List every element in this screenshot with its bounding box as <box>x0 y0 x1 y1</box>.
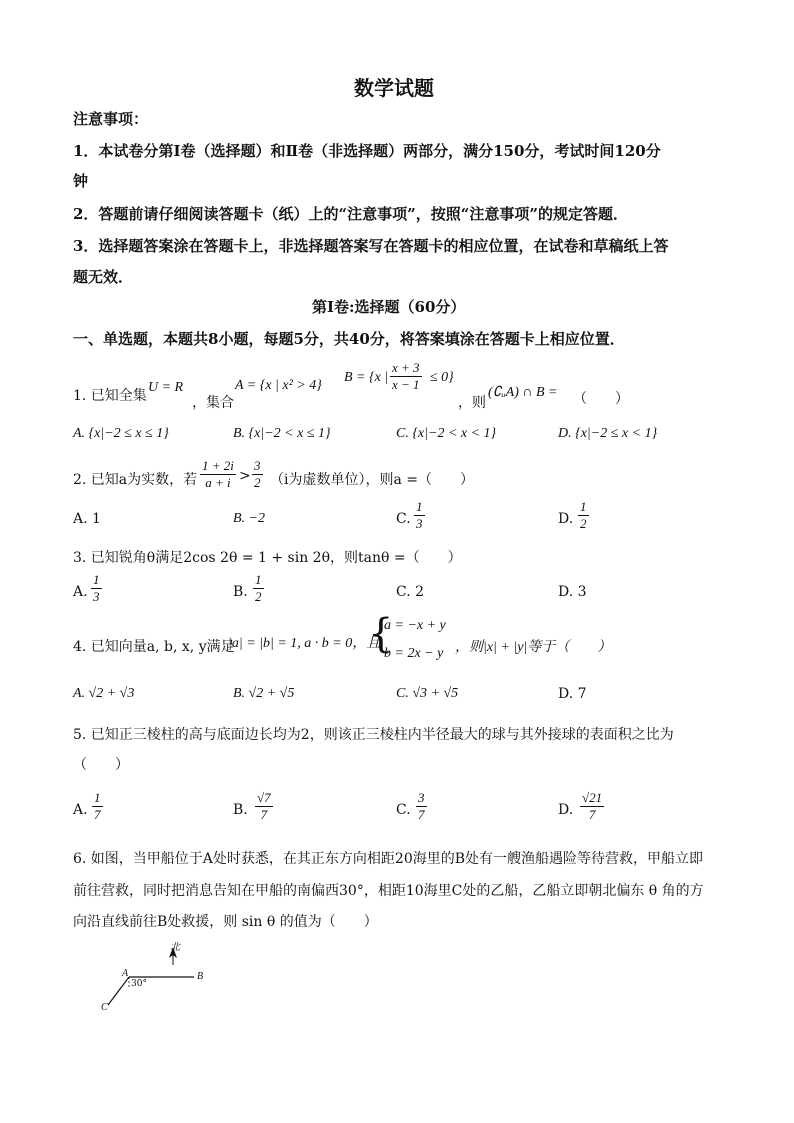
q1-option-a[interactable]: A. {x|−2 ≤ x ≤ 1} <box>73 426 169 441</box>
q1-prefix: 1. 已知全集 <box>73 388 147 404</box>
q5-b-num: √7 <box>257 790 271 805</box>
q6-north-label: 北 <box>170 942 180 953</box>
q5-a-den: 7 <box>94 807 101 822</box>
q4-prefix: 4. 已知向量a, b, x, y满足 <box>73 639 235 655</box>
q6-point-b: B <box>197 971 204 982</box>
q3-a-num: 1 <box>93 572 100 587</box>
q2-c-num: 1 <box>416 499 423 514</box>
q1-set-a: A = {x | x² > 4} <box>235 378 322 393</box>
q3-option-b-label[interactable]: B. <box>233 584 248 600</box>
q4-brace: { <box>368 611 394 657</box>
q5-a-num: 1 <box>94 790 101 805</box>
q3-b-den: 2 <box>255 589 262 604</box>
q2-frac-den: a + i <box>205 475 231 490</box>
q3-option-d[interactable]: D. 3 <box>558 584 587 600</box>
q2-option-a[interactable]: A. 1 <box>73 511 101 527</box>
q4-option-a[interactable]: A. √2 + √3 <box>73 686 135 701</box>
q6-angle-label: 30° <box>131 979 147 989</box>
q2-option-d-label[interactable]: D. <box>558 511 574 527</box>
q5-d-den: 7 <box>588 807 596 822</box>
q4-tail: ，则|x| + |y|等于（ ） <box>455 640 612 655</box>
q5-option-c-label[interactable]: C. <box>396 802 411 818</box>
q2-frac-num: 1 + 2i <box>202 458 234 473</box>
q5-c-den: 7 <box>418 807 425 822</box>
notice-item-2: 2．答题前请仔细阅读答题卡（纸）上的“注意事项”，按照“注意事项”的规定答题． <box>73 205 628 223</box>
line-ac <box>108 977 129 1005</box>
q4-option-d[interactable]: D. 7 <box>558 686 587 702</box>
q5-option-a-frac <box>92 790 103 823</box>
q3-option-a-frac <box>91 572 102 605</box>
q1-option-b[interactable]: B. {x|−2 < x ≤ 1} <box>233 426 331 441</box>
q5-c-num: 3 <box>418 790 425 805</box>
q2-option-c-frac <box>414 499 425 532</box>
q1-expression: (∁ᵤA) ∩ B = <box>488 385 558 400</box>
q2-prefix: 2. 已知a为实数，若 <box>73 472 198 488</box>
q5-option-c-frac <box>416 790 427 823</box>
q2-c-den: 3 <box>416 516 423 531</box>
q6-point-a: A <box>122 968 129 979</box>
q6-line-3: 向沿直线前往B处救援，则 sin θ 的值为（ ） <box>73 914 378 930</box>
notice-item-1: 1．本试卷分第Ⅰ卷（选择题）和Ⅱ卷（非选择题）两部分，满分150分，考试时间120分 <box>73 142 661 160</box>
q1-option-d[interactable]: D. {x|−2 ≤ x < 1} <box>558 426 658 441</box>
q1-option-c[interactable]: C. {x|−2 < x < 1} <box>396 426 497 441</box>
q1-answer-paren: （ ） <box>573 391 629 407</box>
q5-option-d-frac <box>580 790 604 823</box>
q2-d-den: 2 <box>580 516 587 531</box>
q1-mid: ，集合 <box>192 395 234 411</box>
section-heading: 一、单选题，本题共8小题，每题5分，共40分，将答案填涂在答题卡上相应位置． <box>73 330 625 348</box>
q1-frac-den: x − 1 <box>392 377 420 392</box>
q3-option-b-frac <box>253 572 264 605</box>
q4-condition: |a| = |b| = 1, a · b = 0，且 <box>228 636 381 651</box>
q1-frac-num: x + 3 <box>392 360 420 375</box>
q5-option-d-label[interactable]: D. <box>558 802 574 818</box>
q2-gt: > <box>239 468 251 484</box>
notice-item-3-cont: 题无效． <box>73 268 134 286</box>
q4-option-c[interactable]: C. √3 + √5 <box>396 686 459 701</box>
q4-system-line-1: a = −x + y <box>384 618 446 633</box>
q3-b-num: 1 <box>255 572 262 587</box>
q3-text: 3. 已知锐角θ满足2cos 2θ = 1 + sin 2θ，则tanθ =（ ） <box>73 550 462 566</box>
q1-universal-set: U = R <box>148 380 184 395</box>
q5-b-den: 7 <box>260 807 268 822</box>
q5-d-num: √21 <box>582 790 603 805</box>
q1-set-b-right: ≤ 0} <box>430 370 454 385</box>
q5-answer-paren: （ ） <box>73 757 129 773</box>
q2-tail: （i为虚数单位），则a =（ ） <box>270 472 475 488</box>
q3-a-den: 3 <box>93 589 100 604</box>
notice-heading: 注意事项： <box>73 110 149 128</box>
q2-frac2-num: 3 <box>254 458 261 473</box>
q3-option-c[interactable]: C. 2 <box>396 584 425 600</box>
q2-frac2-den: 2 <box>254 475 261 490</box>
q2-option-d-frac <box>578 499 589 532</box>
q4-system-line-2: b = 2x − y <box>384 646 444 661</box>
q2-fraction-2 <box>252 458 263 491</box>
q5-option-b-label[interactable]: B. <box>233 802 248 818</box>
q3-option-a-label[interactable]: A. <box>73 584 88 600</box>
notice-item-1-cont: 钟 <box>73 172 89 190</box>
q2-option-b[interactable]: B. −2 <box>233 511 265 526</box>
page-title: 数学试题 <box>354 76 434 100</box>
q5-option-b-frac <box>255 790 273 823</box>
q6-line-2: 前往营救，同时把消息告知在甲船的南偏西30°，相距10海里C处的乙船，乙船立即朝北偏东 θ 角的方 <box>73 883 704 899</box>
q6-point-c: C <box>101 1002 108 1013</box>
q6-line-1: 6. 如图，当甲船位于A处时获悉，在其正东方向相距20海里的B处有一艘渔船遇险等待营救，甲船立即 <box>73 851 704 867</box>
q2-fraction <box>200 458 236 491</box>
part1-title: 第Ⅰ卷:选择题（60分） <box>312 298 466 316</box>
q1-set-b-left: B = {x | <box>344 370 389 385</box>
q4-option-b[interactable]: B. √2 + √5 <box>233 686 295 701</box>
notice-item-3: 3．选择题答案涂在答题卡上，非选择题答案写在答题卡的相应位置，在试卷和草稿纸上答 <box>73 237 669 255</box>
q2-d-num: 1 <box>580 499 587 514</box>
q1-tail: ，则 <box>458 395 486 411</box>
q2-option-c-label[interactable]: C. <box>396 511 411 527</box>
q5-text: 5. 已知正三棱柱的高与底面边长均为2，则该正三棱柱内半径最大的球与其外接球的表面积之比为 <box>73 727 674 743</box>
q1-set-b-frac <box>390 360 422 393</box>
q5-option-a-label[interactable]: A. <box>73 802 88 818</box>
